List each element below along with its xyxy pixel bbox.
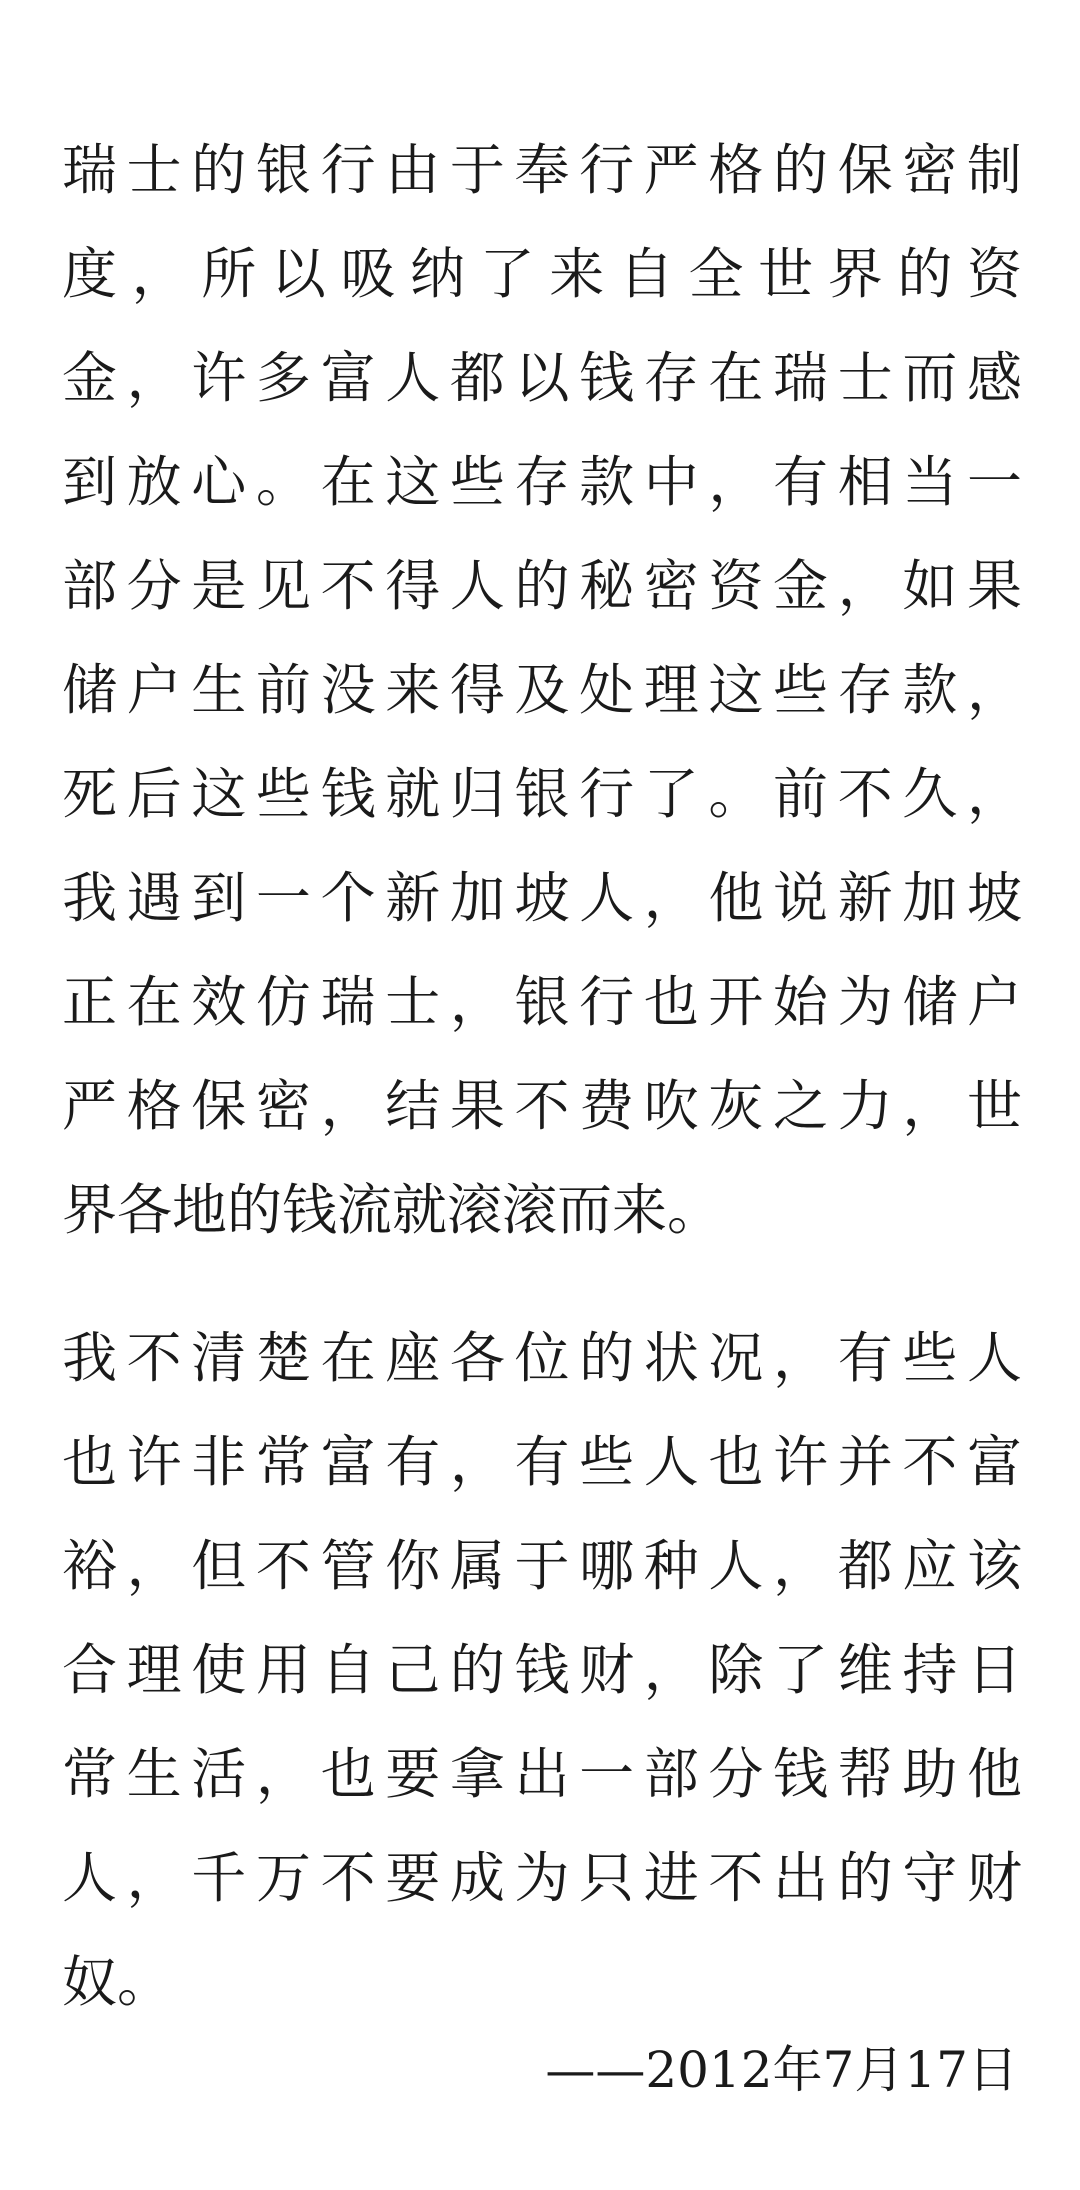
text-line: 部分是见不得人的秘密资金，如果	[62, 554, 1022, 618]
paragraph-1	[62, 118, 1022, 1262]
text-line: 我不清楚在座各位的状况，有些人	[62, 1326, 1022, 1390]
paragraph-2	[62, 1306, 1022, 2034]
text-line: 我遇到一个新加坡人，他说新加坡	[62, 866, 1022, 930]
text-line: 度，所以吸纳了来自全世界的资	[62, 242, 1022, 306]
text-line: 瑞士的银行由于奉行严格的保密制	[62, 138, 1022, 202]
text-line: 人，千万不要成为只进不出的守财	[62, 1846, 1022, 1910]
article-text	[62, 118, 1022, 2034]
text-line: 金，许多富人都以钱存在瑞士而感	[62, 346, 1022, 410]
text-line: 严格保密，结果不费吹灰之力，世	[62, 1074, 1022, 1138]
text-line: 储户生前没来得及处理这些存款，	[62, 658, 1022, 722]
text-line: 奴。	[62, 1950, 173, 2014]
text-line: 正在效仿瑞士，银行也开始为储户	[62, 970, 1022, 1034]
text-line: 到放心。在这些存款中，有相当一	[62, 450, 1022, 514]
text-line: 死后这些钱就归银行了。前不久，	[62, 762, 1022, 826]
text-line: 裕，但不管你属于哪种人，都应该	[62, 1534, 1022, 1598]
text-line: 合理使用自己的钱财，除了维持日	[62, 1638, 1022, 1702]
text-line: 界各地的钱流就滚滚而来。	[62, 1178, 723, 1242]
text-line: 也许非常富有，有些人也许并不富	[62, 1430, 1022, 1494]
text-line: 常生活，也要拿出一部分钱帮助他	[62, 1742, 1022, 1806]
date-signature: ——2012年7月17日	[545, 2041, 1018, 2099]
